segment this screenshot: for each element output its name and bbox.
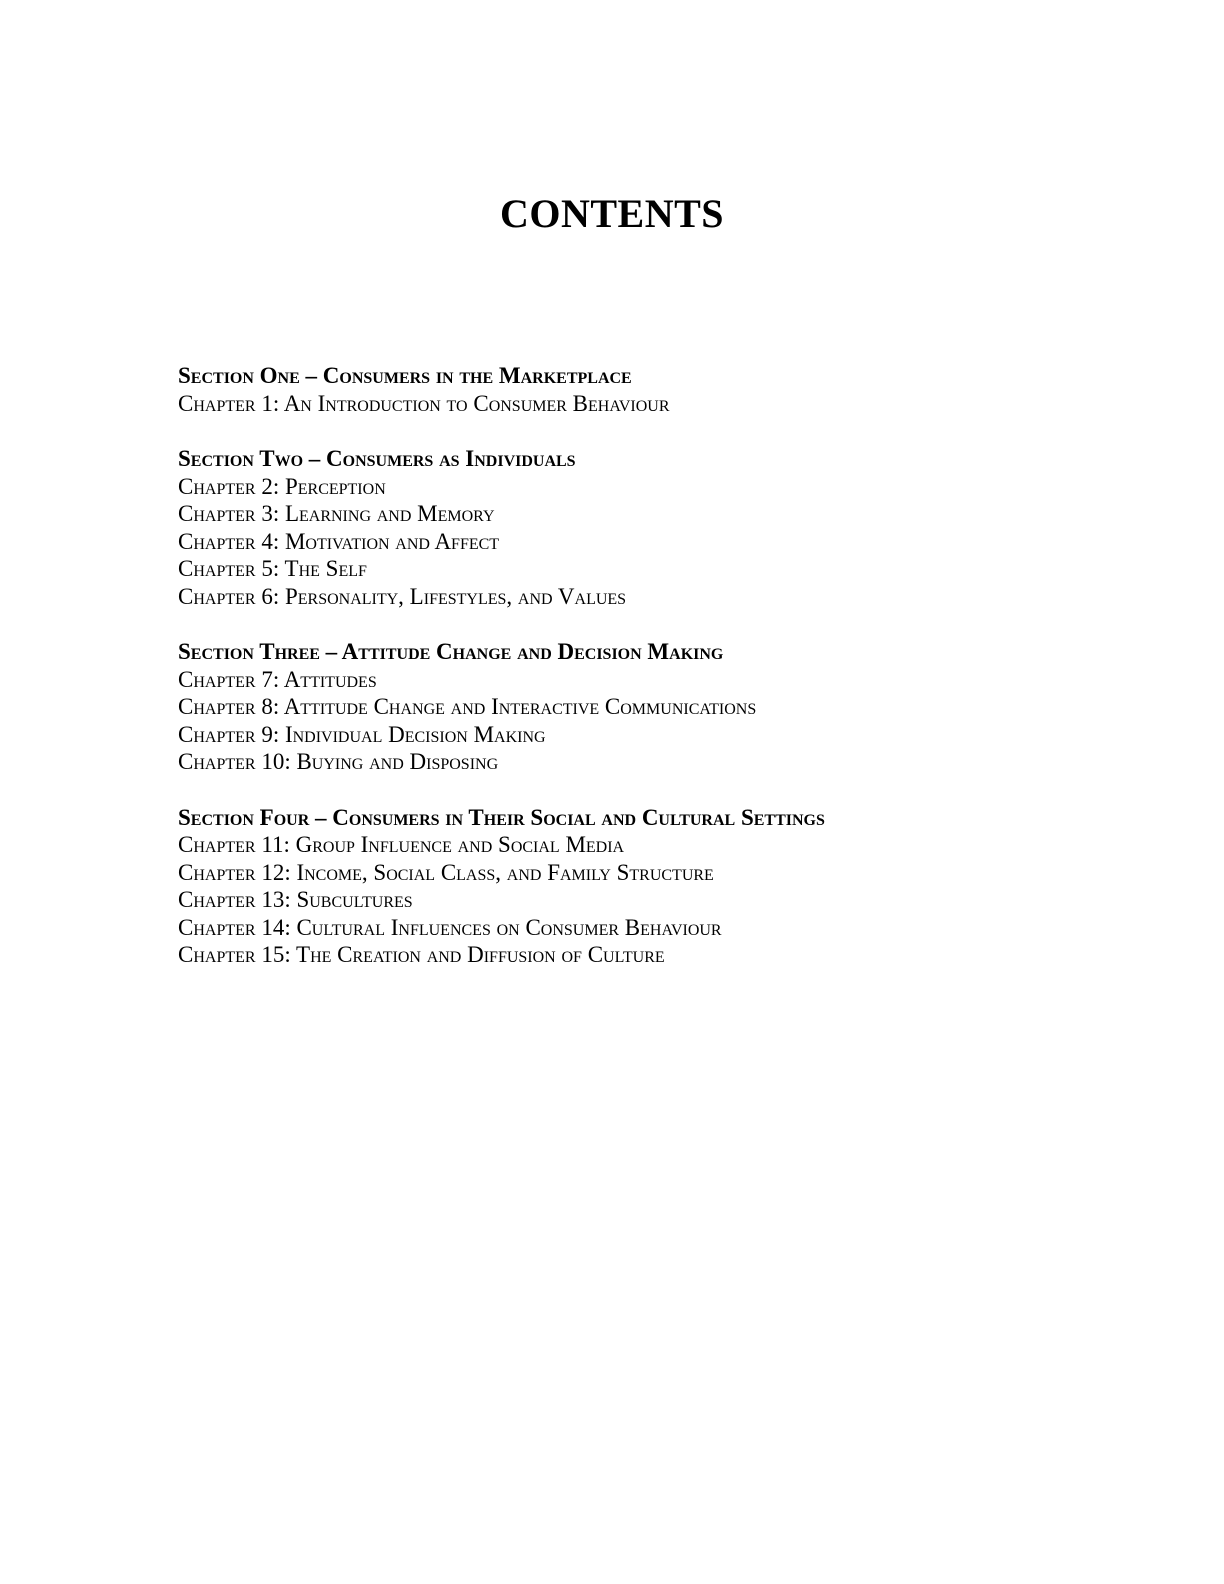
chapter-entry: Chapter 8: Attitude Change and Interactive Communications	[178, 694, 757, 719]
toc-section-one	[178, 362, 1048, 417]
chapter-entry: Chapter 9: Individual Decision Making	[178, 721, 546, 747]
chapter-entry: Chapter 1: An Introduction to Consumer Behaviour	[178, 390, 670, 416]
toc-section-two	[178, 445, 1048, 610]
chapter-entry: Chapter 4: Motivation and Affect	[178, 528, 500, 554]
chapter-entry: Chapter 14: Cultural Influences on Consumer Behaviour	[178, 914, 722, 940]
chapter-entry: Chapter 6: Personality, Lifestyles, and Values	[178, 583, 627, 609]
chapter-entry: Chapter 5: The Self	[178, 556, 367, 581]
section-heading: Section Three – Attitude Change and Decision Making	[178, 639, 724, 664]
section-heading: Section One – Consumers in the Marketplace	[178, 363, 632, 388]
chapter-entry: Chapter 3: Learning and Memory	[178, 501, 495, 526]
chapter-entry: Chapter 2: Perception	[178, 473, 386, 499]
chapter-entry: Chapter 15: The Creation and Diffusion of Culture	[178, 942, 665, 967]
toc-section-three	[178, 638, 1048, 776]
chapter-entry: Chapter 12: Income, Social Class, and Family Structure	[178, 859, 714, 885]
section-heading: Section Two – Consumers as Individuals	[178, 446, 576, 471]
table-of-contents	[178, 362, 1048, 997]
section-heading: Section Four – Consumers in Their Social and Cultural Settings	[178, 804, 825, 830]
page-title: CONTENTS	[499, 191, 725, 236]
chapter-entry: Chapter 11: Group Influence and Social Media	[178, 832, 625, 857]
toc-section-four	[178, 804, 1048, 969]
chapter-entry: Chapter 10: Buying and Disposing	[178, 749, 499, 774]
chapter-entry: Chapter 13: Subcultures	[178, 887, 413, 912]
chapter-entry: Chapter 7: Attitudes	[178, 666, 377, 692]
